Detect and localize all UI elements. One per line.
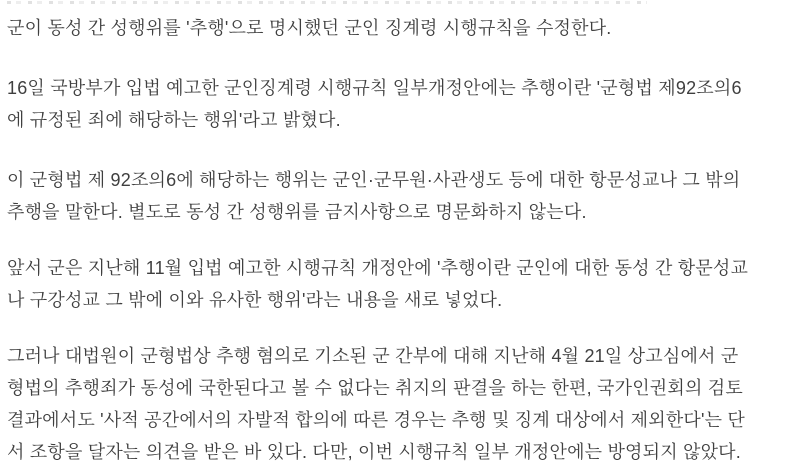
paragraph bbox=[7, 164, 793, 228]
paragraph-line: 서 조항을 달자는 의견을 받은 바 있다. 다만, 이번 시행규칙 일부 개정안에는 방영되지 않았다. bbox=[7, 442, 741, 462]
paragraph-line: 에 규정된 죄에 해당하는 행위'라고 밝혔다. bbox=[7, 110, 341, 130]
paragraph bbox=[7, 12, 793, 44]
paragraph-line: 군이 동성 간 성행위를 '추행'으로 명시했던 군인 징계령 시행규칙을 수정한다. bbox=[7, 18, 612, 38]
paragraph bbox=[7, 72, 793, 136]
paragraph-line: 이 군형법 제 92조의6에 해당하는 행위는 군인·군무원·사관생도 등에 대한 항문성교나 그 밖의 bbox=[7, 170, 741, 190]
paragraph bbox=[7, 340, 793, 468]
paragraph-line: 앞서 군은 지난해 11월 입법 예고한 시행규칙 개정안에 '추행이란 군인에 대한 동성 간 항문성교 bbox=[7, 258, 749, 278]
paragraph-line: 형법의 추행죄가 동성에 국한된다고 볼 수 없다는 취지의 판결을 하는 한편, 국가인권회의 검토 bbox=[7, 378, 743, 398]
paragraph-line: 추행을 말한다. 별도로 동성 간 성행위를 금지사항으로 명문화하지 않는다. bbox=[7, 202, 587, 222]
paragraph-line: 결과에서도 '사적 공간에서의 자발적 합의에 따른 경우는 추행 및 징계 대상에서 제외한다'는 단 bbox=[7, 410, 746, 430]
paragraph-line: 16일 국방부가 입법 예고한 군인징계령 시행규칙 일부개정안에는 추행이란 '군형법 제92조의6 bbox=[7, 78, 742, 98]
paragraph bbox=[7, 252, 793, 316]
paragraph-line: 그러나 대법원이 군형법상 추행 혐의로 기소된 군 간부에 대해 지난해 4월 21일 상고심에서 군 bbox=[7, 346, 739, 366]
paragraph-line: 나 구강성교 그 밖에 이와 유사한 행위'라는 내용을 새로 넣었다. bbox=[7, 290, 503, 310]
